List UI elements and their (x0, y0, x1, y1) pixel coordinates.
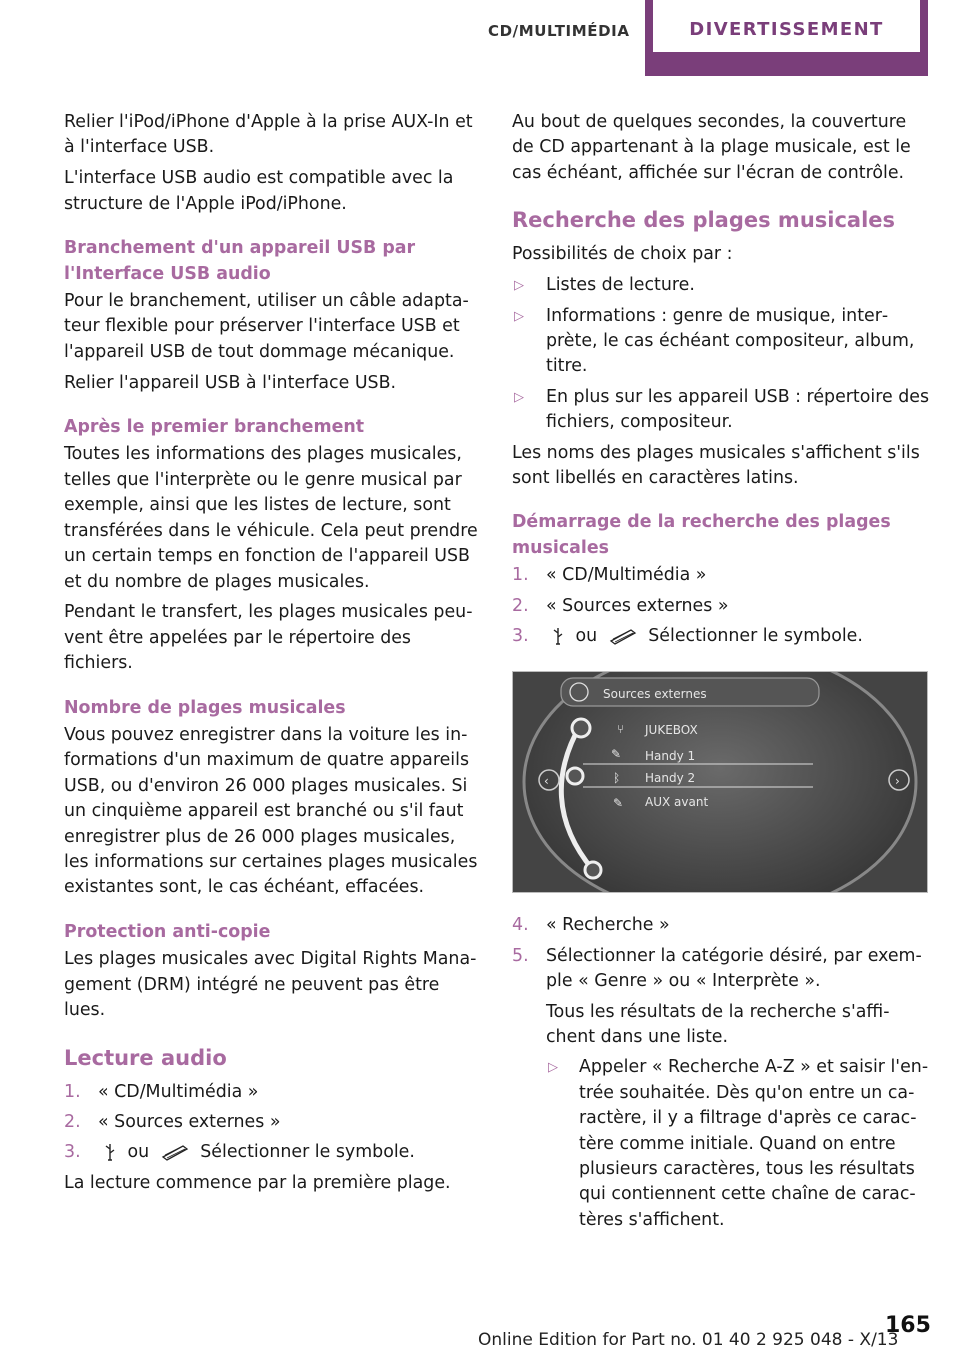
screen-title: Sources externes (603, 687, 707, 702)
step-or: ou (575, 626, 598, 646)
step-text: « CD/Multimédia » (546, 565, 707, 586)
paragraph: Possibilités de choix par : (512, 244, 733, 265)
bullet-list (512, 273, 932, 435)
phone-icon (161, 1143, 189, 1161)
step-text: « Recherche » (546, 915, 670, 936)
list-item (546, 1055, 932, 1233)
paragraph: L'interface USB audio est compatible avec la structure de l'Apple iPod/iPhone. (64, 168, 454, 214)
step-number: 1. (64, 1081, 81, 1102)
paragraph: Relier l'iPod/iPhone d'Apple à la prise AUX-In et à l'interface USB. (64, 112, 473, 158)
menu-item-aux-avant: AUX avant (645, 795, 709, 810)
list-item (512, 624, 932, 649)
paragraph: Au bout de quelques secondes, la couverture de CD appartenant à la plage musicale, est le cas échéant, affichée sur l'écran de contrôle. (512, 112, 911, 183)
step-text: « Sources externes » (546, 595, 729, 616)
list-item (512, 304, 932, 380)
menu-item-handy-2: Handy 2 (645, 771, 696, 786)
paragraph: Vous pouvez enregistrer dans la voiture les informations d'un maximum de quatre appareils USB, ou d'environ 26 000 plages musicales. Si un cinquième appareil est branché ou s'il faut enregistrer plus de 26 000 plages musicales, les informations sur certaines plages musicales existantes sont, le cas échéant, effacées. (64, 725, 478, 898)
list-item (64, 1140, 484, 1165)
step-text: Sélectionner le symbole. (648, 626, 863, 646)
bullet-text: Informations : genre de musique, interprète, le cas échéant compositeur, album, titre. (546, 305, 915, 377)
svg-text:‹: ‹ (544, 774, 549, 789)
heading-recherche: Recherche des plages musicales (512, 208, 896, 233)
paragraph: Relier l'appareil USB à l'interface USB. (64, 372, 397, 393)
bullet-triangle-icon: ▷ (548, 1060, 558, 1076)
step-text: « CD/Multimédia » (98, 1081, 259, 1102)
list-item (512, 594, 932, 619)
right-column (512, 110, 932, 1238)
left-column (64, 110, 484, 1202)
bullet-triangle-icon: ▷ (514, 278, 524, 294)
bullet-text: En plus sur les appareil USB : répertoire des fichiers, compositeur. (546, 386, 930, 433)
step-note: Tous les résultats de la recherche s'affichent dans une liste. (546, 1001, 890, 1048)
list-item (512, 385, 932, 436)
usb-icon (552, 627, 564, 645)
paragraph: Les plages musicales avec Digital Rights Management (DRM) intégré ne peuvent pas être lues. (64, 949, 477, 1021)
list-item (512, 273, 932, 298)
heading-lecture-audio: Lecture audio (64, 1045, 227, 1070)
phone-icon: ✎ (611, 747, 622, 762)
heading-branchement: Branchement d'un appareil USB par l'Interface USB audio (64, 238, 416, 284)
phone-icon (609, 627, 637, 645)
usb-icon: ⑂ (617, 722, 625, 737)
paragraph: La lecture commence par la première plage. (64, 1172, 451, 1193)
edition-footer: Online Edition for Part no. 01 40 2 925 048 - X/13 (478, 1330, 899, 1350)
usb-icon (104, 1143, 116, 1161)
control-display-screenshot (512, 671, 928, 893)
heading-protection: Protection anti-copie (64, 921, 271, 942)
svg-text:›: › (895, 774, 900, 789)
menu-item-handy-1: Handy 1 (645, 749, 696, 764)
step-number: 3. (512, 626, 529, 646)
list-item (512, 944, 932, 1233)
bluetooth-icon: ᛒ (613, 771, 621, 786)
list-item (64, 1080, 484, 1105)
aux-icon: ✎ (613, 796, 624, 811)
steps-list (512, 563, 932, 649)
step-or: ou (127, 1142, 150, 1163)
chapter-tab (645, 0, 928, 76)
bullet-triangle-icon: ▷ (514, 308, 524, 324)
list-item (512, 913, 932, 938)
paragraph: Toutes les informations des plages musicales, telles que l'interprète ou le genre musical par exemple, ainsi que les listes de lecture, sont transférées dans le véhicule. Cela peut prendre un certain temps en fonction de l'appareil USB et du nombre de plages musicales. (64, 444, 478, 592)
step-number: 1. (512, 565, 529, 586)
heading-demarrage: Démarrage de la recherche des plages musicales (512, 512, 891, 558)
section-title: CD/MULTIMÉDIA (488, 22, 630, 40)
menu-item-jukebox: JUKEBOX (645, 723, 698, 738)
step-number: 5. (512, 945, 529, 966)
steps-list (64, 1080, 484, 1166)
list-item (64, 1110, 484, 1135)
bullet-triangle-icon: ▷ (514, 389, 524, 405)
paragraph: Les noms des plages musicales s'affichent s'ils sont libellés en caractères latins. (512, 442, 920, 488)
display-graphic (513, 672, 927, 892)
step-text: Sélectionner la catégorie désiré, par exemple « Genre » ou « Interprète ». (546, 945, 922, 992)
step-number: 2. (512, 595, 529, 616)
paragraph: Pour le branchement, utiliser un câble adaptateur flexible pour préserver l'interface USB et l'appareil USB de tout dommage mécanique. (64, 290, 469, 362)
step-number: 2. (64, 1111, 81, 1132)
paragraph: Pendant le transfert, les plages musicales peuvent être appelées par le répertoire des fichiers. (64, 602, 473, 674)
bullet-text: Listes de lecture. (546, 275, 695, 296)
step-text: Sélectionner le symbole. (200, 1142, 415, 1163)
bullet-text: Appeler « Recherche A-Z » et saisir l'entrée souhaitée. Dès qu'on entre un caractère, il y a filtrage d'après ce caractère comme initiale. Quand on entre plusieurs caractères, tous les résultats qui contiennent cette chaîne de caractères s'affichent. (579, 1057, 929, 1230)
heading-nombre-plages: Nombre de plages musicales (64, 697, 346, 718)
sub-bullet-list (546, 1055, 932, 1233)
steps-list-continued (512, 913, 932, 1233)
step-text: « Sources externes » (98, 1111, 281, 1132)
step-number: 4. (512, 915, 529, 936)
list-item (512, 563, 932, 588)
chapter-tab-label: DIVERTISSEMENT (653, 0, 920, 52)
page-number: 165 (885, 1313, 931, 1338)
step-number: 3. (64, 1142, 81, 1163)
heading-premier-branchement: Après le premier branchement (64, 417, 365, 438)
